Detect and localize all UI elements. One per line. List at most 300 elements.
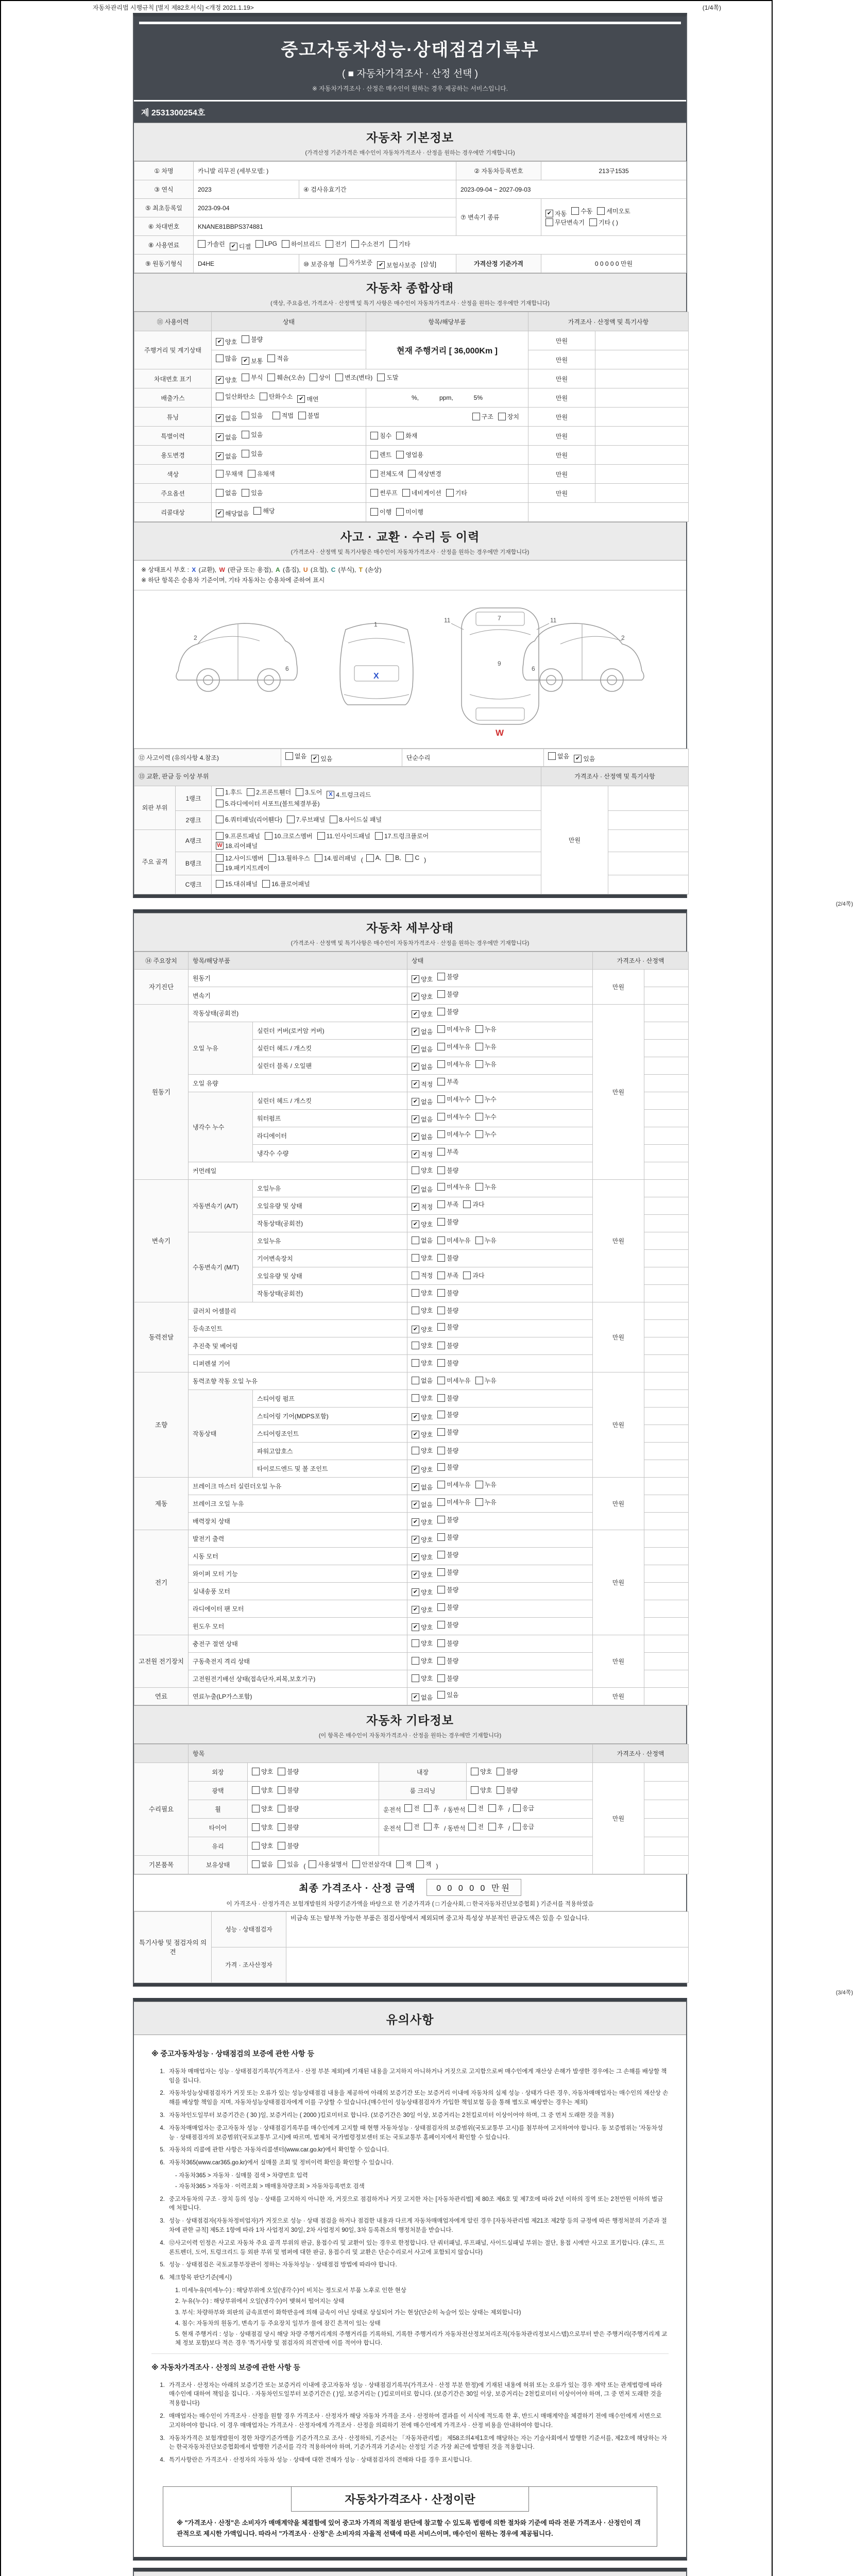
checkbox-미세누유[interactable] <box>437 1480 470 1489</box>
checkbox-양호[interactable] <box>412 1570 433 1579</box>
checkbox-2.프론트휀더[interactable] <box>247 788 291 796</box>
checkbox-6.쿼터패널(리어휀다)[interactable] <box>216 815 282 824</box>
checkbox-양호[interactable] <box>412 992 433 1001</box>
checkbox-양호[interactable] <box>412 1253 433 1262</box>
checkbox-label: 장치 <box>507 413 519 420</box>
row-label: ⑫ 사고이력 (유의사항 4.참조) <box>134 749 281 766</box>
checkbox-box <box>437 1498 445 1506</box>
checkbox-불량[interactable] <box>437 1515 458 1524</box>
checkbox-없음[interactable] <box>216 488 237 497</box>
checkbox-불량[interactable] <box>437 1341 458 1350</box>
checkbox-17.트렁크플로어[interactable] <box>375 832 429 840</box>
checkbox-box: ✔ <box>412 1466 419 1473</box>
checkbox-box: ✔ <box>412 993 419 1001</box>
checkbox-있음[interactable] <box>311 754 332 763</box>
checkbox-미세누수[interactable] <box>437 1112 470 1121</box>
checkbox-불량[interactable] <box>437 1289 458 1297</box>
checkbox-응급[interactable] <box>513 1822 534 1831</box>
checkbox-B,[interactable] <box>386 854 401 862</box>
checkbox-적음[interactable] <box>267 354 288 363</box>
checkbox-불량[interactable] <box>278 1786 299 1794</box>
checkbox-없음[interactable] <box>412 1045 433 1054</box>
checkbox-18.리어패널[interactable] <box>216 841 258 850</box>
checkbox-누유[interactable] <box>475 1376 497 1385</box>
checkbox-전[interactable] <box>468 1822 484 1831</box>
checkbox-기타[interactable] <box>389 240 411 248</box>
value-cell: 기어변속장치 <box>253 1249 407 1267</box>
checkbox-가솔린[interactable] <box>198 240 225 248</box>
checkbox-label: 있음 <box>447 1691 459 1699</box>
checkbox-구조[interactable] <box>472 412 493 421</box>
checkbox-불량[interactable] <box>437 1463 458 1471</box>
checkbox-양호[interactable] <box>412 1394 433 1402</box>
checkbox-없음[interactable] <box>412 1693 433 1702</box>
notice-item <box>151 2195 669 2214</box>
checkbox-box <box>471 1768 479 1775</box>
checkbox-box: ✔ <box>412 1028 419 1036</box>
checkbox-양호[interactable] <box>412 1010 433 1019</box>
checkbox-유채색[interactable] <box>248 469 275 478</box>
legend-text: (요철), <box>309 566 330 573</box>
blank-cell <box>644 1530 689 1547</box>
checkbox-없음[interactable] <box>412 1062 433 1071</box>
checkbox-침수[interactable] <box>370 431 391 440</box>
checkbox-box <box>412 1272 419 1279</box>
checkbox-불량[interactable] <box>278 1767 299 1776</box>
checkbox-A,[interactable] <box>366 854 381 862</box>
checkbox-적법[interactable] <box>272 411 294 420</box>
checkbox-후[interactable] <box>488 1804 504 1812</box>
checkbox-C[interactable] <box>405 854 419 862</box>
check-cell <box>407 1319 593 1337</box>
notice-number: 2. <box>160 2413 165 2420</box>
checkbox-후[interactable] <box>488 1822 504 1831</box>
checkbox-양호[interactable] <box>252 1767 273 1776</box>
checkbox-불량[interactable] <box>437 1533 458 1541</box>
checkbox-수동[interactable] <box>571 207 592 215</box>
checkbox-불량[interactable] <box>437 1428 458 1436</box>
checkbox-box: ✔ <box>377 261 385 269</box>
checkbox-양호[interactable] <box>412 1166 433 1175</box>
checkbox-양호[interactable] <box>412 1465 433 1474</box>
checkbox-양호[interactable] <box>252 1823 273 1832</box>
checkbox-없음[interactable] <box>412 1483 433 1492</box>
checkbox-양호[interactable] <box>412 1535 433 1544</box>
checkbox-3.도어[interactable] <box>296 788 322 796</box>
checkbox-12.사이드멤버[interactable] <box>216 854 264 862</box>
checkbox-부식[interactable] <box>242 373 263 382</box>
checkbox-없음[interactable] <box>412 1376 433 1385</box>
checkbox-누유[interactable] <box>475 1480 497 1489</box>
checkbox-기타 ( )[interactable] <box>589 218 618 227</box>
checkbox-7.루브패널[interactable] <box>287 815 325 824</box>
value-cell <box>595 408 689 427</box>
checkbox-LPG[interactable] <box>255 240 277 248</box>
value-cell <box>595 446 689 465</box>
final-price-label: 최종 가격조사 · 산정 금액 <box>299 1883 416 1894</box>
checkbox-label: 보험사보증 <box>386 261 417 269</box>
checkbox-적정[interactable] <box>412 1271 433 1280</box>
checkbox-불량[interactable] <box>437 1446 458 1455</box>
value-cell: 고전원전기배선 상태(접속단자,피복,보호기구) <box>189 1670 407 1687</box>
checkbox-label: C <box>415 854 420 862</box>
price-cell: 만원 <box>593 969 644 1004</box>
checkbox-무채색[interactable] <box>216 469 243 478</box>
checkbox-미세누유[interactable] <box>437 1060 470 1069</box>
checkbox-box <box>463 1200 471 1208</box>
checkbox-적정[interactable] <box>412 1150 433 1159</box>
checkbox-없음[interactable] <box>216 452 237 461</box>
checkbox-미세누유[interactable] <box>437 1498 470 1506</box>
checkbox-15.대쉬패널[interactable] <box>216 879 258 888</box>
row-label: 휠 <box>189 1800 248 1818</box>
checkbox-없음[interactable] <box>412 1500 433 1509</box>
checkbox-양호[interactable] <box>252 1841 273 1850</box>
blank-cell <box>644 1652 689 1670</box>
checkbox-변조(변타)[interactable] <box>335 373 372 382</box>
checkbox-수소전기[interactable] <box>351 240 384 248</box>
checkbox-없음[interactable] <box>252 1860 273 1869</box>
checkbox-양호[interactable] <box>412 1674 433 1683</box>
checkbox-부족[interactable] <box>437 1200 458 1209</box>
checkbox-label: 전 <box>413 1823 420 1831</box>
checkbox-label: 양호 <box>421 1554 433 1562</box>
checkbox-없음[interactable] <box>412 1236 433 1245</box>
checkbox-양호[interactable] <box>412 1553 433 1562</box>
checkbox-불량[interactable] <box>437 1410 458 1419</box>
checkbox-box: ✔ <box>412 1115 419 1123</box>
checkbox-불량[interactable] <box>497 1767 518 1776</box>
checkbox-탄화수소[interactable] <box>260 392 293 401</box>
checkbox-불량[interactable] <box>437 1166 458 1175</box>
checkbox-양호[interactable] <box>412 1639 433 1648</box>
checkbox-불량[interactable] <box>437 1585 458 1594</box>
checkbox-양호[interactable] <box>412 1656 433 1665</box>
checkbox-box <box>352 1860 360 1868</box>
checkbox-영업용[interactable] <box>396 450 423 459</box>
check-cell <box>407 969 593 987</box>
checkbox-있음[interactable] <box>242 449 263 458</box>
legend-symbol-A: A <box>276 566 280 573</box>
value-cell: 스티어링 펌프 <box>253 1389 407 1407</box>
checkbox-잭[interactable] <box>396 1860 412 1869</box>
checkbox-양호[interactable] <box>252 1804 273 1813</box>
checkbox-디젤[interactable] <box>230 242 251 251</box>
checkbox-없음[interactable] <box>412 1027 433 1036</box>
checkbox-없음[interactable] <box>412 1185 433 1194</box>
checkbox-전[interactable] <box>468 1804 484 1812</box>
checkbox-label: 훼손(오손) <box>277 374 305 381</box>
price-cell: 만원 <box>528 465 595 484</box>
checkbox-세미오토[interactable] <box>597 207 630 215</box>
checkbox-과다[interactable] <box>463 1200 484 1209</box>
checkbox-장치[interactable] <box>498 412 519 421</box>
value-cell <box>608 875 689 894</box>
checkbox-label: 누유 <box>484 1499 497 1506</box>
checkbox-후[interactable] <box>424 1804 439 1812</box>
checkbox-5.라디에이터 서포트(볼트체결부품)[interactable] <box>216 799 320 808</box>
checkbox-label: 자가보증 <box>348 259 373 266</box>
page2-box <box>133 909 687 1987</box>
checkbox-label: 있음 <box>583 755 595 763</box>
checkbox-미세누유[interactable] <box>437 1182 470 1191</box>
value-cell: 타이로드엔드 및 볼 조인트 <box>253 1460 407 1477</box>
checkbox-양호[interactable] <box>471 1767 492 1776</box>
checkbox-label: 응급 <box>522 1823 535 1831</box>
checkbox-안전삼각대[interactable] <box>352 1860 391 1869</box>
checkbox-box <box>424 1804 432 1812</box>
checkbox-16.플로어패널[interactable] <box>262 879 310 888</box>
checkbox-13.휠하우스[interactable] <box>268 854 310 862</box>
notice-number: 3. <box>160 2112 165 2119</box>
checkbox-label: 해당 <box>263 507 275 515</box>
checkbox-양호[interactable] <box>412 1588 433 1597</box>
checkbox-label: 적음 <box>277 355 289 362</box>
checkbox-무단변속기[interactable] <box>545 218 585 227</box>
checkbox-불량[interactable] <box>497 1786 518 1794</box>
section-overall-status <box>134 273 686 312</box>
checkbox-양호[interactable] <box>412 1623 433 1632</box>
checkbox-미세누수[interactable] <box>437 1095 470 1104</box>
checkbox-부족[interactable] <box>437 1147 458 1156</box>
checkbox-양호[interactable] <box>412 1341 433 1350</box>
checkbox-불량[interactable] <box>437 1394 458 1402</box>
checkbox-label: 과다 <box>472 1272 485 1279</box>
value-cell: 파워고압호스 <box>253 1442 407 1460</box>
checkbox-누유[interactable] <box>475 1236 497 1245</box>
checkbox-label: 있음 <box>251 412 263 419</box>
checkbox-없음[interactable] <box>548 752 569 760</box>
checkbox-미이행[interactable] <box>396 507 423 516</box>
checkbox-도말[interactable] <box>377 373 398 382</box>
checkbox-불량[interactable] <box>437 1639 458 1648</box>
checkbox-있음[interactable] <box>242 430 263 439</box>
checkbox-있음[interactable] <box>278 1860 299 1869</box>
checkbox-label: 있음 <box>287 1860 299 1868</box>
checkbox-양호[interactable] <box>412 1289 433 1297</box>
checkbox-누유[interactable] <box>475 1182 497 1191</box>
checkbox-보험사보증[interactable] <box>377 261 416 269</box>
checkbox-불량[interactable] <box>437 972 458 981</box>
checkbox-미세누유[interactable] <box>437 1025 470 1033</box>
checkbox-자동[interactable] <box>545 209 567 218</box>
blank-cell <box>644 1389 689 1407</box>
checkbox-없음[interactable] <box>216 433 237 442</box>
checkbox-양호[interactable] <box>412 1430 433 1439</box>
checkbox-썬루프[interactable] <box>370 488 398 497</box>
checkbox-10.크로스멤버[interactable] <box>265 832 313 840</box>
checkbox-미세누유[interactable] <box>437 1376 470 1385</box>
document-title: 중고자동차성능·상태점검기록부 <box>281 40 539 60</box>
group-label: 전기 <box>134 1530 189 1635</box>
checkbox-불량[interactable] <box>278 1823 299 1832</box>
checkbox-box <box>437 1411 445 1418</box>
checkbox-없음[interactable] <box>216 414 237 422</box>
checkbox-양호[interactable] <box>412 1306 433 1315</box>
check-cell <box>407 1144 593 1162</box>
checkbox-label: 매연 <box>306 396 319 403</box>
checkbox-렌트[interactable] <box>370 450 391 459</box>
checkbox-label: 불량 <box>447 1359 459 1367</box>
check-cell <box>212 786 541 810</box>
car-views-svg <box>142 594 678 743</box>
checkbox-없음[interactable] <box>285 752 306 760</box>
checkbox-19.패키지트레이[interactable] <box>216 863 269 872</box>
checkbox-없음[interactable] <box>412 1115 433 1124</box>
value-cell: 작동상태(공회전) <box>189 1004 407 1022</box>
checkbox-누수[interactable] <box>475 1095 497 1104</box>
checkbox-하이브리드[interactable] <box>282 240 321 248</box>
checkbox-box <box>437 1359 445 1367</box>
checkbox-양호[interactable] <box>412 1605 433 1614</box>
checkbox-1.후드[interactable] <box>216 788 242 796</box>
checkbox-불량[interactable] <box>437 1217 458 1226</box>
checkbox-과다[interactable] <box>463 1271 484 1280</box>
checkbox-양호[interactable] <box>412 1325 433 1334</box>
checkbox-미세누유[interactable] <box>437 1236 470 1245</box>
checkbox-후[interactable] <box>424 1822 439 1831</box>
checkbox-잭[interactable] <box>416 1860 432 1869</box>
value-cell: 오일누유 <box>253 1232 407 1249</box>
value-cell: ⑦ 변속기 종류 <box>456 199 541 236</box>
checkbox-불량[interactable] <box>437 990 458 998</box>
checkbox-label: 1.후드 <box>225 788 243 796</box>
checkbox-불량[interactable] <box>278 1841 299 1850</box>
checkbox-누유[interactable] <box>475 1498 497 1506</box>
checkbox-전체도색[interactable] <box>370 469 403 478</box>
blank-cell <box>644 1179 689 1197</box>
checkbox-누유[interactable] <box>475 1042 497 1051</box>
check-cell <box>212 446 366 465</box>
checkbox-있음[interactable] <box>242 488 263 497</box>
value-cell: 클러치 어셈블리 <box>189 1302 407 1319</box>
checkbox-label: 양호 <box>421 1589 433 1597</box>
checkbox-11.인사이드패널[interactable] <box>317 832 370 840</box>
checkbox-양호[interactable] <box>412 1518 433 1527</box>
checkbox-14.필러패널[interactable] <box>315 854 356 862</box>
checkbox-양호[interactable] <box>412 1359 433 1367</box>
checkbox-불량[interactable] <box>437 1620 458 1629</box>
checkbox-해당없음[interactable] <box>216 509 249 518</box>
checkbox-불법[interactable] <box>298 411 319 420</box>
checkbox-누수[interactable] <box>475 1112 497 1121</box>
checkbox-양호[interactable] <box>216 376 237 384</box>
checkbox-일산화탄소[interactable] <box>216 392 255 401</box>
side-view-right <box>523 623 644 691</box>
checkbox-불량[interactable] <box>437 1359 458 1367</box>
checkbox-적정[interactable] <box>412 1080 433 1089</box>
checkbox-box <box>405 854 413 862</box>
checkbox-label: 없음 <box>421 1063 433 1071</box>
checkbox-4.트렁크리드[interactable] <box>327 790 371 799</box>
check-cell <box>248 1818 379 1837</box>
checkbox-불량[interactable] <box>437 1568 458 1577</box>
checkbox-상이[interactable] <box>310 373 331 382</box>
checkbox-box <box>326 240 333 248</box>
checkbox-8.사이드실 패널[interactable] <box>330 815 382 824</box>
checkbox-불량[interactable] <box>242 335 263 344</box>
checkbox-양호[interactable] <box>471 1786 492 1794</box>
checkbox-사용설명서[interactable] <box>309 1860 348 1869</box>
checkbox-불량[interactable] <box>437 1550 458 1559</box>
checkbox-불량[interactable] <box>278 1804 299 1813</box>
checkbox-적정[interactable] <box>412 1202 433 1211</box>
checkbox-누수[interactable] <box>475 1130 497 1139</box>
checkbox-label: 불량 <box>447 1621 459 1629</box>
checkbox-전[interactable] <box>404 1804 420 1812</box>
checkbox-9.프론트패널[interactable] <box>216 832 260 840</box>
checkbox-해당[interactable] <box>253 506 275 515</box>
checkbox-불량[interactable] <box>437 1323 458 1331</box>
legend-text: (판금 또는 용접), <box>226 566 275 573</box>
inline-text: / <box>508 1806 510 1814</box>
checkbox-미세누수[interactable] <box>437 1130 470 1139</box>
checkbox-누유[interactable] <box>475 1060 497 1069</box>
checkbox-box: ✔ <box>216 452 224 460</box>
checkbox-불량[interactable] <box>437 1603 458 1612</box>
checkbox-기타[interactable] <box>446 488 467 497</box>
checkbox-양호[interactable] <box>216 337 237 346</box>
checkbox-네비게이션[interactable] <box>402 488 441 497</box>
checkbox-없음[interactable] <box>412 1097 433 1106</box>
blank-cell <box>644 1600 689 1617</box>
checkbox-색상변경[interactable] <box>408 469 441 478</box>
check-cell <box>407 1092 593 1109</box>
inline-text: / <box>508 1825 510 1833</box>
checkbox-양호[interactable] <box>412 1446 433 1455</box>
checkbox-box <box>370 508 378 516</box>
checkbox-있음[interactable] <box>437 1690 458 1699</box>
checkbox-label: 도말 <box>386 374 399 381</box>
checkbox-불량[interactable] <box>437 1306 458 1315</box>
checkbox-없음[interactable] <box>412 1132 433 1141</box>
checkbox-자가보증[interactable] <box>339 258 372 267</box>
checkbox-있음[interactable] <box>574 754 595 763</box>
checkbox-양호[interactable] <box>412 975 433 984</box>
checkbox-양호[interactable] <box>412 1220 433 1229</box>
checkbox-label: 양호 <box>421 1536 433 1544</box>
checkbox-매연[interactable] <box>297 395 318 403</box>
checkbox-훼손(오손)[interactable] <box>267 373 304 382</box>
checkbox-이행[interactable] <box>370 507 391 516</box>
checkbox-불량[interactable] <box>437 1656 458 1665</box>
checkbox-불량[interactable] <box>437 1007 458 1016</box>
checkbox-양호[interactable] <box>252 1786 273 1794</box>
checkbox-전기[interactable] <box>326 240 347 248</box>
checkbox-양호[interactable] <box>412 1413 433 1421</box>
check-cell <box>407 1670 593 1687</box>
checkbox-전[interactable] <box>404 1822 420 1831</box>
checkbox-label: 양호 <box>480 1768 492 1775</box>
checkbox-있음[interactable] <box>242 411 263 420</box>
inline-text: / 동반석 <box>443 1806 466 1814</box>
value-cell: 오일 유량 <box>189 1074 407 1092</box>
checkbox-보통[interactable] <box>242 357 263 365</box>
checkbox-누유[interactable] <box>475 1025 497 1033</box>
checkbox-불량[interactable] <box>437 1674 458 1683</box>
row-label: 성능 · 상태점검자 <box>212 1911 286 1947</box>
checkbox-미세누유[interactable] <box>437 1042 470 1051</box>
checkbox-부족[interactable] <box>437 1077 458 1086</box>
checkbox-label: 양호 <box>261 1823 274 1831</box>
notice-item <box>151 2146 669 2155</box>
checkbox-불량[interactable] <box>437 1253 458 1262</box>
checkbox-화재[interactable] <box>396 431 417 440</box>
checkbox-부족[interactable] <box>437 1271 458 1280</box>
checkbox-box <box>404 1823 412 1831</box>
checkbox-많음[interactable] <box>216 354 237 363</box>
checkbox-응급[interactable] <box>513 1804 534 1812</box>
